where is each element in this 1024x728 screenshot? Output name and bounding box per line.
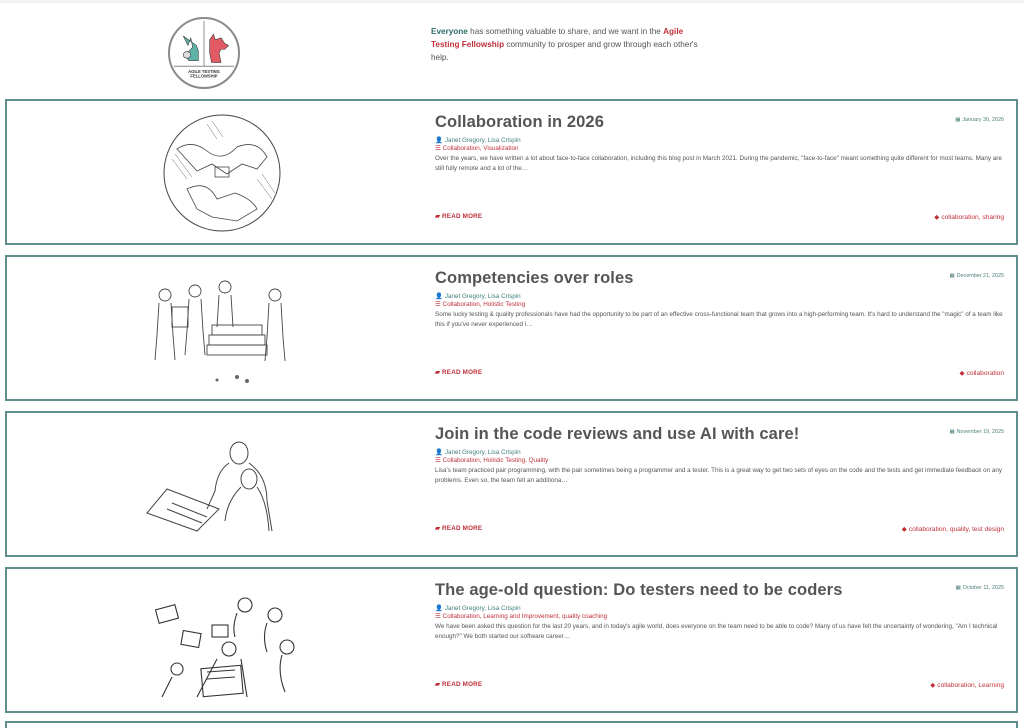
- agile-testing-fellowship-logo[interactable]: [168, 17, 240, 89]
- book-icon: ▰: [435, 681, 441, 688]
- tag-icon: ◆: [901, 526, 907, 533]
- calendar-icon: ▦: [949, 273, 955, 279]
- post-card: [5, 255, 1018, 401]
- post-card: [5, 99, 1018, 245]
- post-date-text: December 21, 2025: [956, 273, 1004, 279]
- svg-text:FELLOWSHIP: FELLOWSHIP: [190, 73, 218, 79]
- post-tags-text[interactable]: collaboration, Learning: [937, 682, 1004, 689]
- post-card-partial: [5, 721, 1018, 728]
- post-categories[interactable]: [435, 613, 607, 620]
- post-date-text: January 30, 2026: [962, 117, 1004, 123]
- post-categories-text[interactable]: Collaboration, Holistic Testing: [442, 301, 526, 308]
- post-title[interactable]: Collaboration in 2026: [435, 113, 604, 131]
- read-more-link[interactable]: [435, 525, 482, 532]
- post-authors-text[interactable]: Janet Gregory, Lisa Crispin: [444, 293, 521, 300]
- post-authors[interactable]: [435, 292, 521, 300]
- read-more-link[interactable]: [435, 681, 482, 688]
- site-header: [0, 3, 1024, 98]
- post-date: [950, 429, 1004, 435]
- user-icon: 👤: [435, 137, 443, 144]
- list-icon: ☰: [435, 301, 441, 308]
- tag-icon: ◆: [934, 214, 940, 221]
- user-icon: 👤: [435, 293, 443, 300]
- community-tagline: [431, 25, 711, 64]
- list-icon: ☰: [435, 457, 441, 464]
- tagline-fellowship: Agile Testing Fellowship: [431, 27, 684, 49]
- post-tags-text[interactable]: collaboration, sharing: [941, 214, 1004, 221]
- post-thumbnail[interactable]: [117, 109, 327, 237]
- post-card: [5, 411, 1018, 557]
- post-tags-text[interactable]: collaboration: [966, 370, 1004, 377]
- book-icon: ▰: [435, 525, 441, 532]
- globe-collaboration-illustration-icon: [117, 109, 327, 237]
- book-icon: ▰: [435, 369, 441, 376]
- post-date: [950, 273, 1004, 279]
- read-more-link[interactable]: [435, 213, 482, 220]
- post-authors[interactable]: [435, 448, 521, 456]
- list-icon: ☰: [435, 613, 441, 620]
- post-date-text: November 19, 2025: [956, 429, 1004, 435]
- post-date: [955, 117, 1004, 123]
- user-icon: 👤: [435, 449, 443, 456]
- calendar-icon: ▦: [955, 585, 961, 591]
- tagline-text-2: community to prosper and grow through each other's help.: [431, 40, 698, 62]
- list-icon: ☰: [435, 145, 441, 152]
- post-title[interactable]: Join in the code reviews and use AI with care!: [435, 425, 800, 443]
- post-categories-text[interactable]: Collaboration, Learning and Improvement, quality coaching: [442, 613, 608, 620]
- tagline-text-1: has something valuable to share, and we want in the: [467, 27, 664, 36]
- pair-programming-illustration-icon: [117, 421, 327, 549]
- team-building-illustration-icon: [117, 265, 327, 393]
- calendar-icon: ▦: [949, 429, 955, 435]
- svg-text:AGILE TESTING: AGILE TESTING: [188, 68, 220, 74]
- post-thumbnail[interactable]: [117, 421, 327, 549]
- post-categories[interactable]: [435, 145, 519, 152]
- tag-icon: ◆: [930, 682, 936, 689]
- book-icon: ▰: [435, 213, 441, 220]
- post-tags[interactable]: [902, 525, 1004, 533]
- post-card: [5, 567, 1018, 713]
- post-authors-text[interactable]: Janet Gregory, Lisa Crispin: [444, 605, 521, 612]
- post-excerpt: Some lucky testing & quality professionals have had the opportunity to be part of an effective cross-functional team that grows into a high-performing team. It's hard to understand the "magic" of a team like this if you've never experienced i…: [435, 311, 1003, 328]
- post-title[interactable]: Competencies over roles: [435, 269, 634, 287]
- post-tags[interactable]: [960, 369, 1004, 377]
- tag-icon: ◆: [959, 370, 965, 377]
- read-more-label[interactable]: READ MORE: [442, 369, 483, 376]
- post-date-text: October 11, 2025: [962, 585, 1004, 591]
- post-excerpt: Over the years, we have written a lot about face-to-face collaboration, including this blog post in March 2021. During the pandemic, "face-to-face" meant something quite different for most teams. Many are still fully remote and a lot of the…: [435, 155, 1002, 172]
- post-excerpt: We have been asked this question for the last 20 years, and in today's agile world, does everyone on the team need to be able to code? Many of us have felt the uncertainty of wondering, "Am I technical enough?" We both started our software career…: [435, 623, 998, 640]
- read-more-label[interactable]: READ MORE: [442, 213, 483, 220]
- tagline-everyone: Everyone: [431, 27, 468, 36]
- post-authors-text[interactable]: Janet Gregory, Lisa Crispin: [444, 137, 521, 144]
- logo-illustration-icon: [170, 19, 238, 87]
- post-tags-text[interactable]: collaboration, quality, test design: [908, 526, 1004, 533]
- post-title[interactable]: The age-old question: Do testers need to be coders: [435, 581, 843, 599]
- post-categories-text[interactable]: Collaboration, Visualization: [442, 145, 519, 152]
- calendar-icon: ▦: [955, 117, 961, 123]
- user-icon: 👤: [435, 605, 443, 612]
- post-excerpt: Lisa's team practiced pair programming, with the pair sometimes being a programmer and a tester. This is a great way to get two sets of eyes on the code and the tests and get immediate feedback on any problems. Even so, the team felt an additiona…: [435, 467, 1003, 484]
- post-authors-text[interactable]: Janet Gregory, Lisa Crispin: [444, 449, 521, 456]
- post-authors[interactable]: [435, 136, 521, 144]
- post-categories[interactable]: [435, 457, 548, 464]
- read-more-label[interactable]: READ MORE: [442, 681, 483, 688]
- post-categories-text[interactable]: Collaboration, Holistic Testing, Quality: [442, 457, 549, 464]
- post-date: [956, 585, 1004, 591]
- team-meeting-illustration-icon: [117, 577, 327, 705]
- post-thumbnail[interactable]: [117, 577, 327, 705]
- post-tags[interactable]: [934, 213, 1004, 221]
- read-more-link[interactable]: [435, 369, 482, 376]
- post-authors[interactable]: [435, 604, 521, 612]
- post-tags[interactable]: [930, 681, 1004, 689]
- post-thumbnail[interactable]: [117, 265, 327, 393]
- post-categories[interactable]: [435, 301, 525, 308]
- read-more-label[interactable]: READ MORE: [442, 525, 483, 532]
